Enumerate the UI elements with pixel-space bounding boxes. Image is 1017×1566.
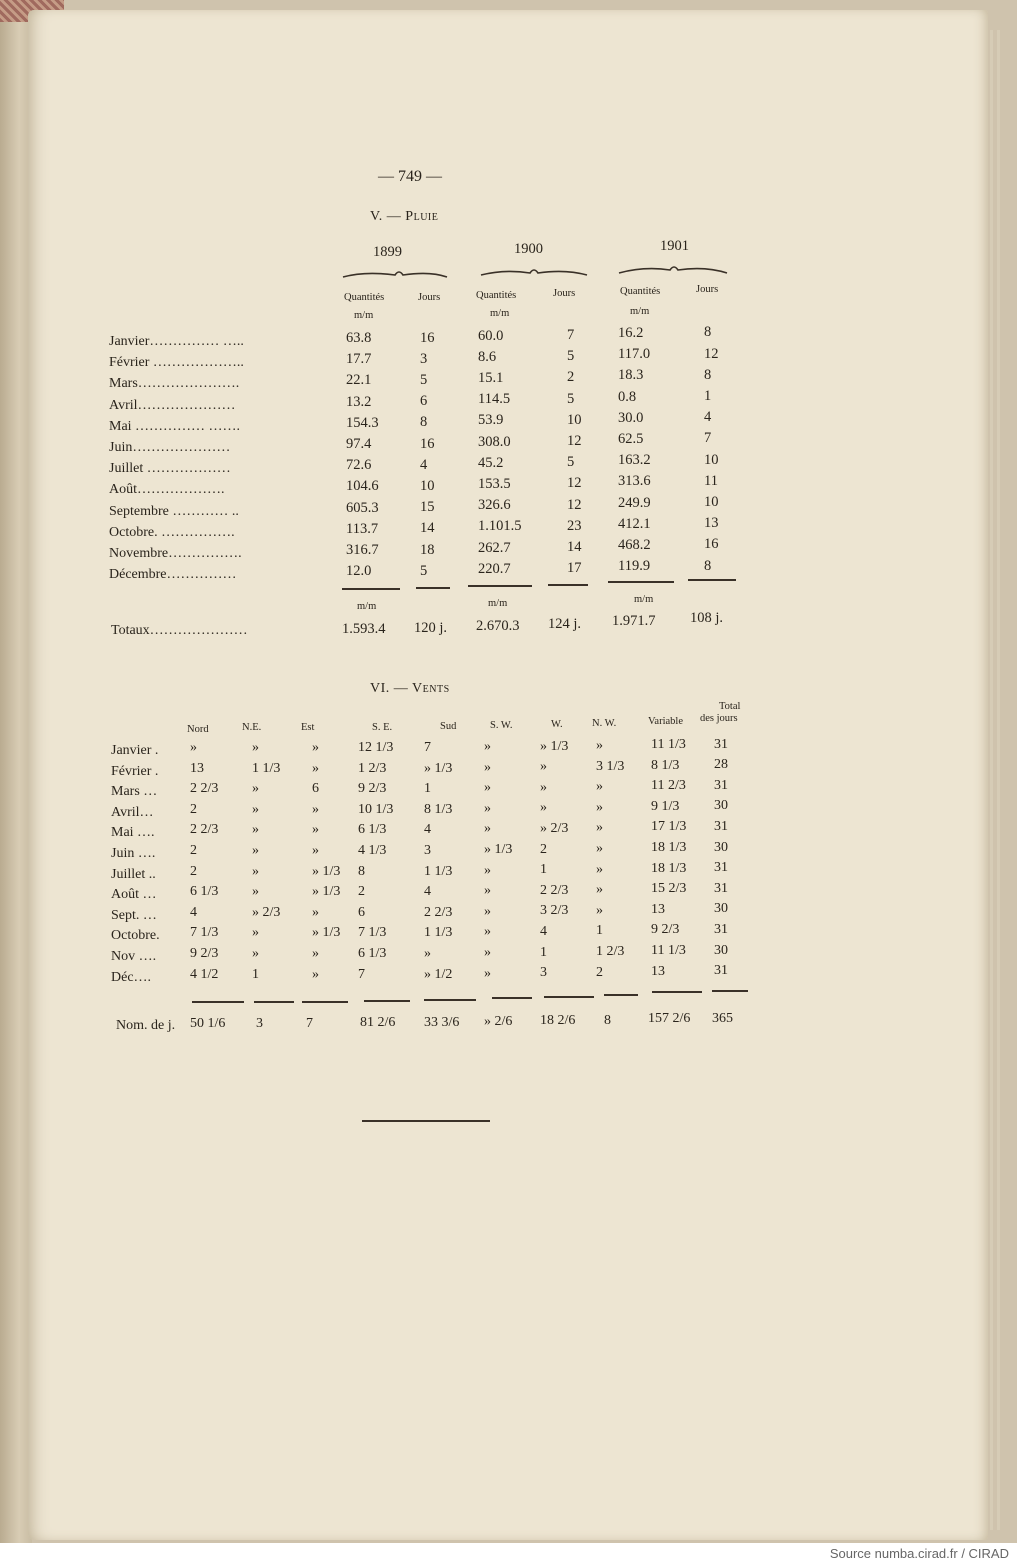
vents-cell: 2 2/3 xyxy=(540,882,569,898)
vents-month-label: Juin …. xyxy=(111,846,156,861)
vents-cell: 18 1/3 xyxy=(651,860,687,876)
rule xyxy=(192,1001,244,1003)
vents-cell: 4 xyxy=(190,904,197,920)
vents-total-cell: 365 xyxy=(712,1011,733,1026)
vents-cell: 18 1/3 xyxy=(651,840,687,855)
pluie-cell: 119.9 xyxy=(618,558,651,575)
pluie-cell: 4 xyxy=(704,409,712,426)
pluie-cell: 117.0 xyxy=(618,346,651,363)
vents-cell: 3 xyxy=(424,843,431,858)
vents-cell: 11 1/3 xyxy=(651,943,686,958)
vents-cell: 1 xyxy=(540,944,547,960)
pluie-month-label: Juillet ……………… xyxy=(109,461,231,477)
pluie-month-label: Octobre. ……………. xyxy=(109,524,235,540)
vents-cell: » xyxy=(252,781,259,797)
col-jours-1900: Jours xyxy=(553,288,576,299)
pluie-cell: 220.7 xyxy=(478,560,511,577)
vents-month-label: Janvier . xyxy=(111,743,159,758)
page-edge xyxy=(990,30,993,1530)
pluie-cell: 8 xyxy=(420,414,428,431)
vents-cell: » xyxy=(484,945,491,960)
pluie-cell: 11 xyxy=(704,472,718,489)
pluie-cell: 16 xyxy=(420,329,435,346)
rule xyxy=(468,585,532,587)
vents-cell: 30 xyxy=(714,901,728,917)
pluie-cell: 163.2 xyxy=(618,452,651,469)
hdr-w: W. xyxy=(551,719,563,730)
pluie-cell: 326.6 xyxy=(478,497,511,514)
vents-cell: 2 xyxy=(190,801,197,817)
vents-month-label: Déc…. xyxy=(111,969,152,985)
totaux-label: Totaux………………… xyxy=(111,623,248,638)
hdr-nord: Nord xyxy=(187,724,209,735)
vents-cell: » xyxy=(252,925,259,941)
total-1901-jours: 108 j. xyxy=(690,610,724,626)
vents-cell: » xyxy=(312,946,319,961)
rule xyxy=(302,1001,348,1003)
vents-cell: 1 2/3 xyxy=(358,760,387,776)
total-1899-quantite: 1.593.4 xyxy=(342,621,386,637)
vents-cell: » xyxy=(596,861,603,877)
pluie-cell: 10 xyxy=(704,451,719,468)
total-unit-1901: m/m xyxy=(634,594,654,605)
vents-cell: » xyxy=(484,739,491,754)
total-1901-quantite: 1.971.7 xyxy=(612,613,656,629)
pluie-cell: 3 xyxy=(420,350,428,367)
vents-month-label: Mars … xyxy=(111,784,158,800)
vents-total-cell: 81 2/6 xyxy=(360,1015,396,1030)
hdr-sw: S. W. xyxy=(490,720,513,731)
vents-cell: 1 1/3 xyxy=(424,863,453,879)
pluie-cell: 12 xyxy=(704,345,719,362)
vents-cell: 31 xyxy=(714,818,728,834)
vents-cell: 15 2/3 xyxy=(651,881,687,897)
total-1900-jours: 124 j. xyxy=(548,616,582,632)
year-1899: 1899 xyxy=(373,244,402,260)
nom-label: Nom. de j. xyxy=(116,1018,176,1033)
vents-cell: 10 1/3 xyxy=(358,801,394,817)
pluie-title: V. — Pluie xyxy=(370,209,439,224)
rule xyxy=(492,997,532,999)
vents-cell: 1 xyxy=(540,862,547,878)
vents-cell: 6 1/3 xyxy=(190,884,219,900)
pluie-cell: 113.7 xyxy=(346,520,379,537)
pluie-month-label: Janvier…………… ….. xyxy=(109,334,244,349)
pluie-cell: 10 xyxy=(567,411,582,428)
vents-cell: » xyxy=(484,800,491,816)
vents-cell: » xyxy=(596,882,603,898)
vents-cell: 2 xyxy=(358,884,365,900)
vents-total-cell: » 2/6 xyxy=(484,1014,513,1029)
pluie-month-label: Novembre……………. xyxy=(109,546,242,561)
vents-month-label: Mai …. xyxy=(111,825,155,841)
vents-cell: 13 xyxy=(190,760,204,776)
vents-cell: 7 xyxy=(424,740,431,755)
pluie-cell: 605.3 xyxy=(346,499,379,516)
rule xyxy=(416,587,450,589)
vents-cell: » xyxy=(252,946,259,961)
pluie-cell: 12 xyxy=(567,475,582,492)
vents-cell: » 1/3 xyxy=(312,925,341,941)
pluie-cell: 18.3 xyxy=(618,367,644,384)
pluie-cell: 1.101.5 xyxy=(478,518,522,535)
pluie-cell: 104.6 xyxy=(346,478,379,495)
vents-cell: 6 xyxy=(358,904,365,920)
pluie-cell: 308.0 xyxy=(478,433,511,450)
vents-cell: 9 2/3 xyxy=(190,946,219,961)
pluie-cell: 14 xyxy=(420,520,435,537)
pluie-cell: 8 xyxy=(704,324,712,341)
vents-cell: 2 xyxy=(540,841,547,857)
vents-cell: 4 xyxy=(424,884,431,900)
vents-month-label: Août … xyxy=(111,887,157,903)
pluie-cell: 8 xyxy=(704,366,712,383)
vents-cell: » 1/3 xyxy=(540,738,569,754)
vents-cell: 1 1/3 xyxy=(252,760,281,776)
pluie-cell: 15 xyxy=(420,499,435,516)
vents-cell: » xyxy=(190,740,197,755)
pluie-cell: 114.5 xyxy=(478,391,511,408)
hdr-variable: Variable xyxy=(648,716,683,727)
vents-cell: 31 xyxy=(714,736,728,752)
pluie-cell: 10 xyxy=(420,478,435,494)
vents-cell: 30 xyxy=(714,798,728,814)
pluie-cell: 22.1 xyxy=(346,372,372,389)
vents-cell: 4 1/3 xyxy=(358,843,387,858)
pluie-cell: 13.2 xyxy=(346,393,372,410)
vents-cell: » xyxy=(484,862,491,878)
vents-cell: » xyxy=(312,843,319,858)
vents-cell: » xyxy=(252,740,259,755)
pluie-cell: 2 xyxy=(567,369,575,386)
rule xyxy=(544,996,594,998)
vents-cell: » xyxy=(596,738,603,753)
pluie-cell: 16 xyxy=(420,435,435,452)
pluie-cell: 4 xyxy=(420,456,428,473)
vents-cell: 17 1/3 xyxy=(651,819,687,835)
pluie-cell: 12.0 xyxy=(346,563,372,580)
pluie-cell: 16 xyxy=(704,536,719,553)
pluie-cell: 7 xyxy=(704,430,712,447)
vents-total-cell: 18 2/6 xyxy=(540,1013,576,1028)
col-jours-1899: Jours xyxy=(418,292,441,303)
year-braces xyxy=(335,263,745,285)
pluie-cell: 53.9 xyxy=(478,412,504,429)
pluie-cell: 16.2 xyxy=(618,325,644,341)
vents-cell: » xyxy=(540,759,547,775)
hdr-total: Total xyxy=(719,701,741,712)
vents-cell: 2 2/3 xyxy=(424,904,453,920)
hdr-se: S. E. xyxy=(372,722,393,733)
rule xyxy=(604,994,638,996)
vents-cell: » xyxy=(596,779,603,795)
vents-cell: 11 2/3 xyxy=(651,778,686,794)
vents-cell: 11 1/3 xyxy=(651,737,686,752)
vents-cell: 3 xyxy=(540,965,547,981)
vents-cell: 30 xyxy=(714,839,728,855)
vents-cell: » xyxy=(252,863,259,879)
pluie-month-label: Août………………. xyxy=(109,482,225,498)
pluie-cell: 62.5 xyxy=(618,431,644,447)
total-unit-1899: m/m xyxy=(357,601,377,612)
vents-cell: 8 1/3 xyxy=(424,801,453,817)
total-1900-quantite: 2.670.3 xyxy=(476,618,520,634)
rule xyxy=(688,579,736,581)
vents-cell: 31 xyxy=(714,777,728,793)
pluie-cell: 8.6 xyxy=(478,348,497,365)
hdr-ne: N.E. xyxy=(242,722,262,733)
vents-cell: 31 xyxy=(714,921,728,937)
col-quantites-1901: Quantités xyxy=(620,286,661,297)
pluie-cell: 5 xyxy=(420,562,428,579)
hdr-sud: Sud xyxy=(440,721,457,732)
unit-1900: m/m xyxy=(490,308,510,319)
pluie-cell: 63.8 xyxy=(346,330,372,346)
vents-cell: 12 1/3 xyxy=(358,740,394,755)
vents-cell: » xyxy=(252,822,259,838)
col-quantites-1900: Quantités xyxy=(476,290,517,301)
vents-cell: 2 2/3 xyxy=(190,822,219,838)
vents-cell: » xyxy=(596,841,603,856)
vents-month-label: Octobre. xyxy=(111,928,160,944)
pluie-month-label: Juin………………… xyxy=(109,440,231,455)
pluie-cell: 60.0 xyxy=(478,327,504,344)
pluie-cell: 468.2 xyxy=(618,537,651,553)
vents-title: VI. — Vents xyxy=(370,681,450,696)
pluie-cell: 17 xyxy=(567,560,582,577)
rule xyxy=(548,584,588,586)
vents-cell: » xyxy=(252,843,259,858)
vents-cell: 31 xyxy=(714,963,728,979)
vents-total-cell: 50 1/6 xyxy=(190,1016,226,1031)
vents-cell: 3 1/3 xyxy=(596,758,625,774)
rule xyxy=(424,999,476,1001)
vents-total-cell: 157 2/6 xyxy=(648,1011,691,1026)
pluie-cell: 72.6 xyxy=(346,457,372,474)
pluie-cell: 30.0 xyxy=(618,409,644,426)
vents-cell: 8 xyxy=(358,863,365,879)
vents-cell: 6 1/3 xyxy=(358,946,387,961)
vents-cell: 1 2/3 xyxy=(596,944,625,959)
vents-cell: » xyxy=(312,760,319,776)
pluie-cell: 262.7 xyxy=(478,539,511,556)
vents-month-label: Février . xyxy=(111,763,159,779)
vents-cell: 4 xyxy=(540,923,547,939)
total-unit-1900: m/m xyxy=(488,598,508,609)
rule xyxy=(342,588,400,590)
vents-cell: » 1/2 xyxy=(424,966,453,982)
vents-cell: » xyxy=(424,946,431,961)
vents-total-cell: 8 xyxy=(604,1013,611,1028)
vents-cell: » xyxy=(540,779,547,795)
pluie-cell: 17.7 xyxy=(346,351,372,368)
rule xyxy=(712,990,748,992)
vents-cell: 31 xyxy=(714,880,728,896)
pluie-cell: 412.1 xyxy=(618,515,651,532)
vents-cell: » 2/3 xyxy=(540,820,569,836)
vents-cell: » xyxy=(252,801,259,817)
vents-cell: » xyxy=(312,966,319,982)
hdr-des-jours: des jours xyxy=(700,713,738,724)
vents-cell: » xyxy=(484,965,491,981)
vents-cell: 1 xyxy=(252,966,259,982)
page-edge xyxy=(997,30,1000,1530)
source-credit: Source numba.cirad.fr / CIRAD xyxy=(829,1546,1009,1561)
total-1899-jours: 120 j. xyxy=(414,620,448,636)
pluie-cell: 15.1 xyxy=(478,370,504,386)
vents-cell: » xyxy=(312,904,319,920)
pluie-cell: 13 xyxy=(704,515,719,532)
pluie-cell: 97.4 xyxy=(346,436,372,452)
hdr-est: Est xyxy=(301,722,315,733)
vents-cell: » xyxy=(484,759,491,775)
pluie-cell: 5 xyxy=(567,348,575,365)
vents-cell: 9 2/3 xyxy=(651,922,680,938)
pluie-cell: 5 xyxy=(567,390,575,407)
pluie-cell: 154.3 xyxy=(346,414,379,431)
rule xyxy=(608,581,674,583)
vents-cell: 7 xyxy=(358,966,365,982)
vents-cell: » xyxy=(484,883,491,899)
vents-cell: 4 xyxy=(424,822,431,838)
pluie-cell: 12 xyxy=(567,433,582,449)
vents-cell: 2 2/3 xyxy=(190,781,219,797)
vents-cell: 13 xyxy=(651,963,665,979)
vents-cell: 7 1/3 xyxy=(358,925,387,941)
pluie-cell: 1 xyxy=(704,388,712,404)
vents-cell: 1 xyxy=(424,781,431,797)
pluie-month-label: Avril………………… xyxy=(109,397,236,413)
pluie-month-label: Mars…………………. xyxy=(109,376,240,392)
vents-cell: » 1/3 xyxy=(484,842,513,857)
vents-cell: » xyxy=(596,820,603,836)
col-quantites-1899: Quantités xyxy=(344,292,385,303)
vents-month-label: Nov …. xyxy=(111,949,157,964)
vents-month-label: Juillet .. xyxy=(111,866,156,882)
vents-cell: 8 1/3 xyxy=(651,757,680,773)
pluie-cell: 45.2 xyxy=(478,454,504,471)
vents-cell: 9 1/3 xyxy=(651,798,680,814)
vents-cell: 4 1/2 xyxy=(190,966,219,982)
year-1900: 1900 xyxy=(514,241,543,257)
year-1901: 1901 xyxy=(660,238,689,254)
vents-cell: 13 xyxy=(651,901,665,917)
vents-month-label: Sept. … xyxy=(111,907,157,923)
pluie-month-label: Décembre…………… xyxy=(109,567,237,583)
vents-cell: » xyxy=(312,801,319,817)
vents-cell: 2 xyxy=(596,964,603,980)
pluie-cell: 7 xyxy=(567,327,575,343)
pluie-cell: 249.9 xyxy=(618,494,651,511)
pluie-cell: 8 xyxy=(704,557,712,574)
vents-cell: » 1/3 xyxy=(424,760,453,776)
vents-month-label: Avril… xyxy=(111,804,154,820)
pluie-cell: 18 xyxy=(420,541,435,558)
pluie-cell: 14 xyxy=(567,539,582,555)
vents-cell: » xyxy=(484,780,491,796)
col-jours-1901: Jours xyxy=(696,284,719,295)
rule xyxy=(652,991,702,993)
vents-cell: 9 2/3 xyxy=(358,781,387,797)
vents-cell: 7 1/3 xyxy=(190,925,219,941)
pluie-cell: 5 xyxy=(567,454,575,471)
vents-cell: 30 xyxy=(714,942,728,958)
vents-cell: 31 xyxy=(714,860,728,876)
vents-cell: » xyxy=(540,800,547,816)
page-number: — 749 — xyxy=(378,168,442,185)
vents-cell: 1 xyxy=(596,923,603,939)
vents-cell: » xyxy=(596,902,603,918)
vents-total-cell: 7 xyxy=(306,1016,313,1031)
vents-cell: 3 2/3 xyxy=(540,903,569,919)
unit-1901: m/m xyxy=(630,306,650,317)
vents-cell: » xyxy=(312,822,319,838)
vents-cell: 2 xyxy=(190,843,197,858)
vents-cell: » 1/3 xyxy=(312,863,341,879)
vents-cell: » xyxy=(252,884,259,900)
pluie-cell: 316.7 xyxy=(346,542,379,558)
book-page xyxy=(28,10,988,1540)
pluie-cell: 10 xyxy=(704,494,719,510)
pluie-cell: 313.6 xyxy=(618,473,651,490)
vents-cell: » xyxy=(312,740,319,755)
vents-cell: 2 xyxy=(190,863,197,879)
vents-cell: 1 1/3 xyxy=(424,925,453,941)
rule xyxy=(364,1000,410,1002)
pluie-cell: 5 xyxy=(420,372,428,388)
pluie-month-label: Février ……………….. xyxy=(109,355,244,371)
vents-cell: » xyxy=(484,903,491,919)
vents-total-cell: 33 3/6 xyxy=(424,1015,460,1030)
pluie-cell: 12 xyxy=(567,496,582,513)
pluie-month-label: Septembre ………… .. xyxy=(109,503,239,519)
pluie-cell: 6 xyxy=(420,393,428,410)
rule xyxy=(254,1001,294,1003)
vents-cell: 6 xyxy=(312,781,319,797)
vents-cell: 28 xyxy=(714,757,728,773)
vents-cell: » 1/3 xyxy=(312,884,341,900)
vents-total-cell: 3 xyxy=(256,1016,263,1031)
vents-cell: » xyxy=(596,799,603,815)
pluie-month-label: Mai …………… ……. xyxy=(109,418,241,434)
vents-cell: » 2/3 xyxy=(252,904,281,920)
pluie-cell: 0.8 xyxy=(618,388,637,405)
vents-cell: » xyxy=(484,924,491,940)
vents-cell: » xyxy=(484,821,491,837)
vents-cell: 6 1/3 xyxy=(358,822,387,838)
end-rule xyxy=(362,1120,490,1122)
pluie-cell: 153.5 xyxy=(478,476,511,492)
unit-1899: m/m xyxy=(354,310,374,321)
hdr-nw: N. W. xyxy=(592,718,617,729)
pluie-cell: 23 xyxy=(567,517,582,534)
